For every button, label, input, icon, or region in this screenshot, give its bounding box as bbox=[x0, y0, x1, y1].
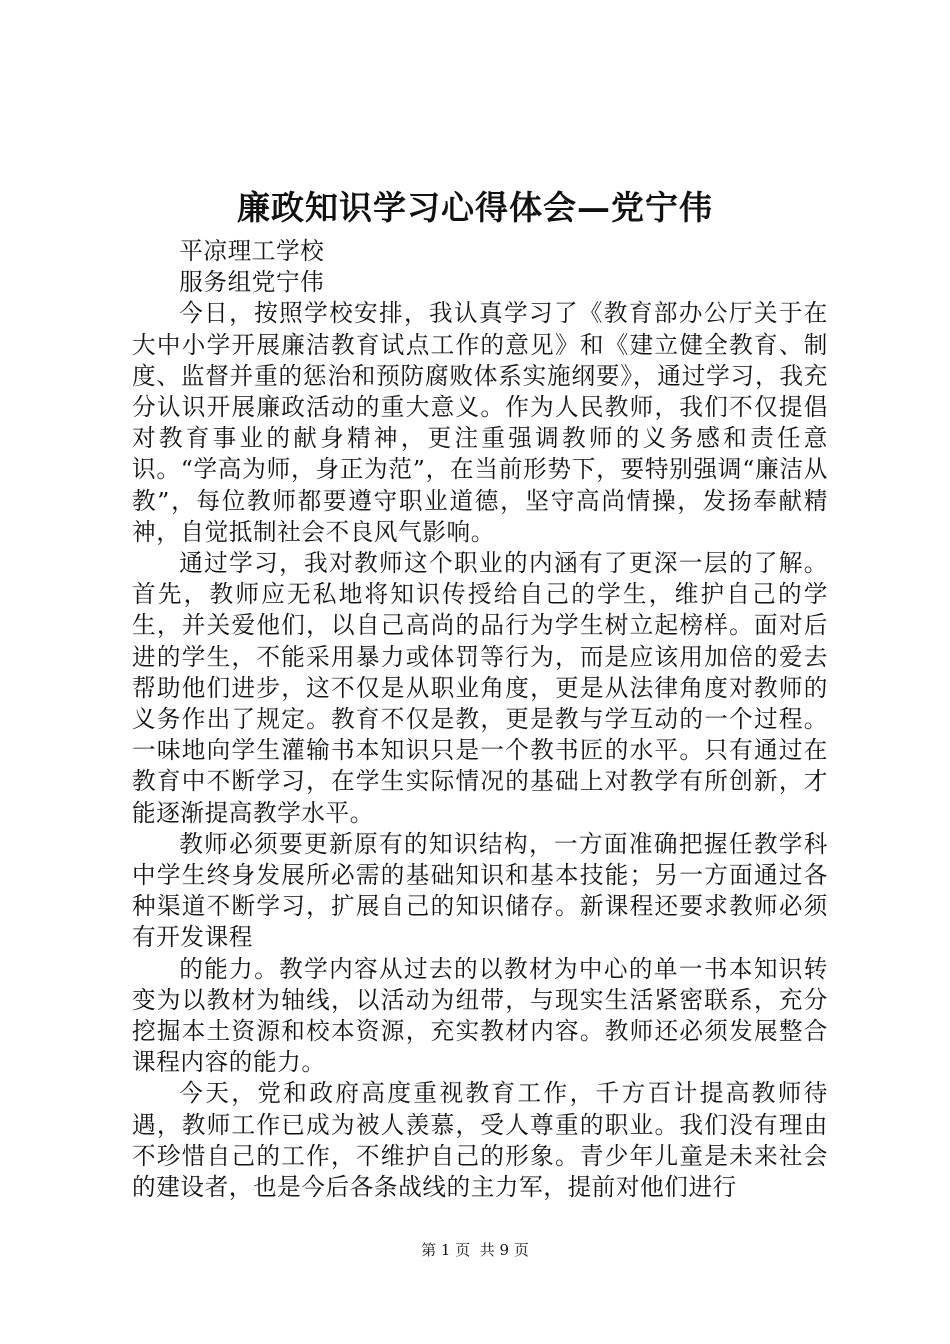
author-line: 服务组党宁伟 bbox=[179, 268, 325, 297]
body-paragraph: 通过学习，我对教师这个职业的内涵有了更深一层的了解。首先，教师应无私地将知识传授给自己的学生，维护自己的学生，并关爱他们，以自己高尚的品行为学生树立起榜样。面对后进的学生，不能采用暴力或体罚等行为，而是应该用加倍的爱去帮助他们进步，这不仅是从职业角度，更是从法律角度对教师的义务作出了规定。教育不仅是教，更是教与学互动的一个过程。一味地向学生灌输书本知识只是一个教书匠的水平。只有通过在教育中不断学习，在学生实际情况的基础上对教学有所创新，才能逐渐提高教学水平。 bbox=[132, 549, 828, 827]
body-paragraph: 教师必须要更新原有的知识结构，一方面准确把握任教学科中学生终身发展所必需的基础知识和基本技能；另一方面通过各种渠道不断学习，扩展自己的知识储存。新课程还要求教师必须有开发课程 bbox=[132, 829, 828, 952]
body-paragraph: 今日，按照学校安排，我认真学习了《教育部办公厅关于在大中小学开展廉洁教育试点工作的意见》和《建立健全教育、制度、监督并重的惩治和预防腐败体系实施纲要》，通过学习，我充分认识开展廉政活动的重大意义。作为人民教师，我们不仅提倡对教育事业的献身精神，更注重强调教师的义务感和责任意识。“学高为师，身正为范”，在当前形势下，要特别强调“廉洁从教”，每位教师都要遵守职业道德，坚守高尚情操，发扬奉献精神，自觉抵制社会不良风气影响。 bbox=[132, 299, 828, 546]
page-footer bbox=[0, 1240, 950, 1260]
document-title: 廉政知识学习心得体会—党宁伟 bbox=[237, 188, 713, 227]
school-name: 平凉理工学校 bbox=[179, 237, 325, 265]
page-number-label: 第 1 页 共 9 页 bbox=[421, 1241, 529, 1259]
body-paragraph: 今天，党和政府高度重视教育工作，千方百计提高教师待遇，教师工作已成为被人羡慕，受人尊重的职业。我们没有理由不珍惜自己的工作，不维护自己的形象。青少年儿童是未来社会的建设者，也是今后各条战线的主力军，提前对他们进行 bbox=[132, 1079, 828, 1202]
document-body bbox=[132, 236, 828, 1203]
body-paragraph: 的能力。教学内容从过去的以教材为中心的单一书本知识转变为以教材为轴线，以活动为纽带，与现实生活紧密联系，充分挖掘本土资源和校本资源，充实教材内容。教师还必须发展整合课程内容的能力。 bbox=[132, 954, 828, 1077]
